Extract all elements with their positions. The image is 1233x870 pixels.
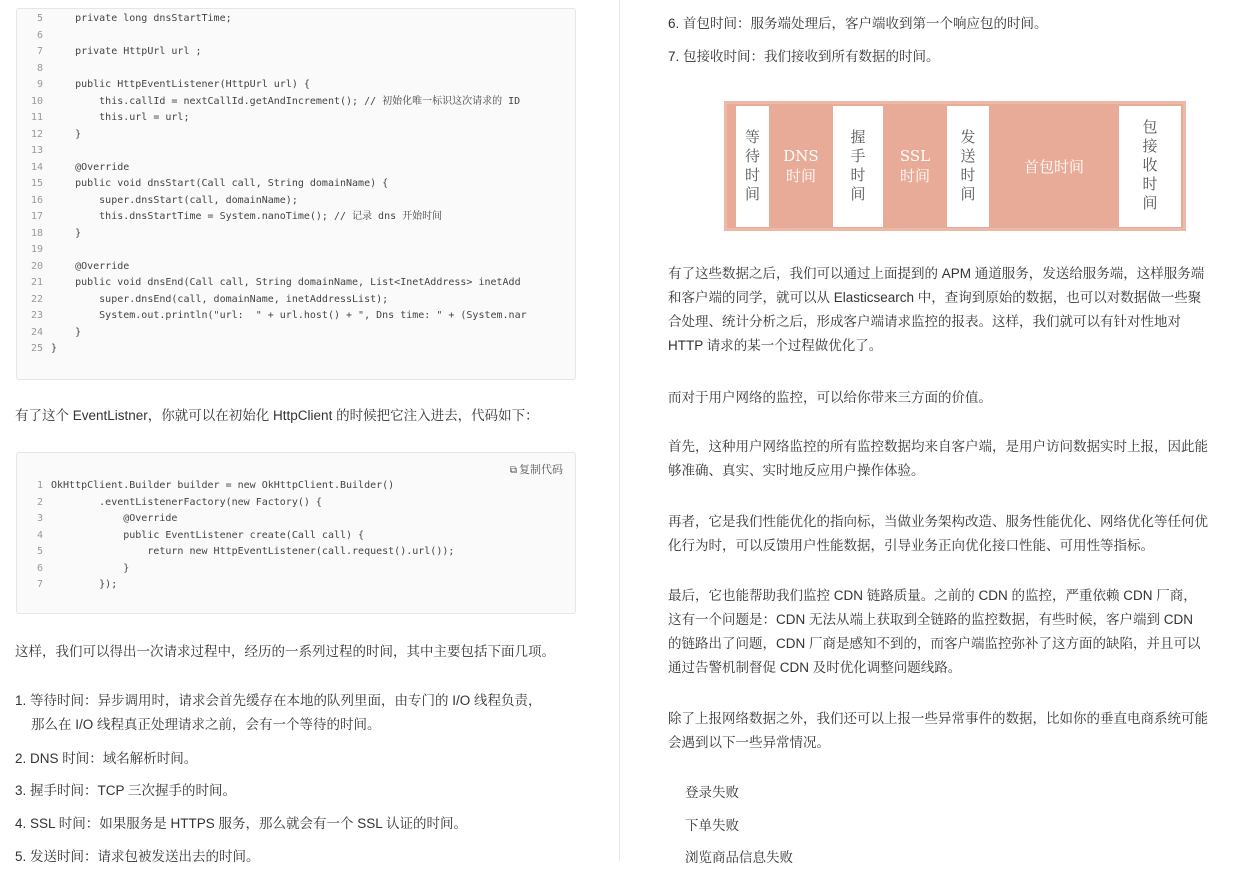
line-number: 17 <box>30 211 43 222</box>
code-text: } <box>51 128 82 140</box>
paragraph-line: 和客户端的同学，就可以从 Elasticsearch 中，查询到原始的数据，也可以对数据做一些聚 <box>668 290 1202 305</box>
code-line <box>17 325 575 342</box>
code-text: super.dnsStart(call, domainName); <box>51 194 298 206</box>
paragraph-line: 再者，它是我们性能优化的指向标，当做业务架构改造、服务性能优化、网络优化等任何优 <box>668 514 1208 529</box>
line-number: 12 <box>30 128 43 140</box>
paragraph-line: 首先，这种用户网络监控的所有监控数据均来自客户端，是用户访问数据实时上报，因此能 <box>668 439 1208 454</box>
paragraph-line: 最后，它也能帮助我们监控 CDN 链路质量。之前的 CDN 的监控，严重依赖 CDN 厂商， <box>668 588 1197 603</box>
line-number: 7 <box>36 579 43 590</box>
line-number: 21 <box>30 277 43 288</box>
list-item-ssl: 4. SSL 时间：如果服务是 HTTPS 服务，那么就会有一个 SSL 认证的时间。 <box>15 816 468 831</box>
code-text: return new HttpEventListener(call.request().url()); <box>51 546 455 557</box>
code-text: } <box>51 326 82 338</box>
paragraph-line: 的链路出了问题，CDN 厂商是感知不到的，而客户端监控弥补了这方面的缺陷，并且可以 <box>668 636 1201 651</box>
code-text: } <box>51 227 82 239</box>
copy-code-label: 复制代码 <box>519 464 563 476</box>
code-line <box>17 341 575 358</box>
list-item-text: 1. 等待时间：异步调用时，请求会首先缓存在本地的队列里面，由专门的 I/O 线程负责， <box>15 693 542 708</box>
code-text: }); <box>51 579 118 590</box>
code-line <box>17 176 575 193</box>
paragraph-apm <box>668 262 1233 358</box>
code-lines <box>17 478 575 594</box>
line-number: 3 <box>36 513 43 524</box>
line-number: 24 <box>30 326 43 338</box>
list-item-wait <box>15 689 595 737</box>
line-number: 16 <box>30 194 43 206</box>
code-text: this.url = url; <box>51 112 190 123</box>
code-text: @Override <box>51 260 130 272</box>
segment-send <box>947 106 989 227</box>
paragraph-cdn <box>668 584 1233 680</box>
line-number: 6 <box>36 562 43 574</box>
code-lines <box>17 11 575 358</box>
code-text: public EventListener create(Call call) { <box>51 529 365 541</box>
line-number: 9 <box>36 79 43 90</box>
code-text: } <box>51 343 58 354</box>
timing-diagram <box>724 101 1186 231</box>
paragraph-summary: 这样，我们可以得出一次请求过程中，经历的一系列过程的时间，其中主要包括下面几项。 <box>15 644 555 659</box>
line-number: 5 <box>36 546 43 557</box>
code-line <box>17 11 575 28</box>
list-item-send: 5. 发送时间：请求包被发送出去的时间。 <box>15 849 260 864</box>
code-line <box>17 544 575 561</box>
code-text: } <box>51 562 130 574</box>
line-number: 15 <box>30 178 43 189</box>
paragraph-line: 而对于用户网络的监控，可以给你带来三方面的价值。 <box>668 390 992 405</box>
paragraph-value <box>668 386 1233 410</box>
code-line <box>17 110 575 127</box>
code-text: super.dnsEnd(call, domainName, inetAddressList); <box>51 293 389 305</box>
right-column <box>640 0 1233 865</box>
code-text: public void dnsEnd(Call call, String domainName, List<InetAddress> inetAdd <box>51 277 521 288</box>
segment-label: SSL 时间 <box>899 147 931 185</box>
code-line <box>17 528 575 545</box>
paragraph-first <box>668 435 1233 483</box>
code-line <box>17 308 575 325</box>
paragraph-line: 够准确、真实、实时地反应用户操作体验。 <box>668 463 925 478</box>
paragraph-line: 会遇到以下一些异常情况。 <box>668 735 830 750</box>
segment-first-packet <box>989 106 1119 227</box>
paragraph-second <box>668 510 1233 558</box>
line-number: 11 <box>30 112 43 123</box>
segment-label: 发送时间 <box>958 128 977 205</box>
paragraph-line: 合处理、统计分析之后，形成客户端请求监控的报表。这样，我们就可以有针对性地对 <box>668 314 1181 329</box>
paragraph-line: 这有一个问题是：CDN 无法从端上获取到全链路的监控数据，有些时候，客户端到 CDN <box>668 612 1193 627</box>
code-line <box>17 143 575 160</box>
segment-label: 首包时间 <box>1023 158 1084 176</box>
line-number: 2 <box>36 496 43 508</box>
list-item-text-cont: 那么在 I/O 线程真正处理请求之前，会有一个等待的时间。 <box>31 717 381 732</box>
code-text: .eventListenerFactory(new Factory() { <box>51 496 322 508</box>
code-line <box>17 28 575 45</box>
paragraph-line: HTTP 请求的某一个过程做优化了。 <box>668 338 883 353</box>
line-number: 4 <box>36 529 43 541</box>
code-block-2 <box>16 452 576 614</box>
code-text: OkHttpClient.Builder builder = new OkHttpClient.Builder() <box>51 480 395 491</box>
list-item-receive: 7. 包接收时间：我们接收到所有数据的时间。 <box>668 49 940 64</box>
segment-ssl <box>883 106 947 227</box>
code-line <box>17 242 575 259</box>
left-column <box>0 0 600 864</box>
segment-label: 等待时间 <box>743 128 761 205</box>
segment-label: 握手时间 <box>848 128 867 205</box>
line-number: 1 <box>36 480 43 491</box>
code-line <box>17 511 575 528</box>
code-text: this.callId = nextCallId.getAndIncrement(); // 初始化唯一标识这次请求的 ID <box>51 95 521 107</box>
line-number: 6 <box>36 29 43 41</box>
line-number: 20 <box>30 260 43 272</box>
line-number: 23 <box>30 310 43 321</box>
code-line <box>17 495 575 512</box>
segment-dns <box>769 106 833 227</box>
segment-label: 包接收时间 <box>1140 119 1159 214</box>
paragraph-line: 有了这些数据之后，我们可以通过上面提到的 APM 通道服务，发送给服务端，这样服务端 <box>668 266 1205 281</box>
code-block-1 <box>16 8 576 380</box>
code-text: @Override <box>51 513 178 524</box>
code-line <box>17 226 575 243</box>
code-line <box>17 160 575 177</box>
code-line <box>17 292 575 309</box>
line-number: 18 <box>30 227 43 239</box>
anomaly-login-failed: 登录失败 <box>685 785 739 800</box>
list-item-dns: 2. DNS 时间：域名解析时间。 <box>15 751 198 766</box>
code-line <box>17 275 575 292</box>
paragraph-event-listener: 有了这个 EventListner，你就可以在初始化 HttpClient 的时候把它注入进去，代码如下： <box>15 408 539 423</box>
code-line <box>17 94 575 111</box>
copy-icon: ⧉ <box>509 465 517 476</box>
segment-wait <box>736 106 769 227</box>
line-number: 10 <box>30 95 43 107</box>
code-line <box>17 193 575 210</box>
copy-code-button[interactable] <box>510 461 563 477</box>
anomaly-browse-failed: 浏览商品信息失败 <box>685 850 793 865</box>
line-number: 13 <box>30 145 43 156</box>
anomaly-order-failed: 下单失败 <box>685 818 739 833</box>
segment-handshake <box>833 106 883 227</box>
code-text: this.dnsStartTime = System.nanoTime(); // 记录 dns 开始时间 <box>51 211 443 222</box>
line-number: 7 <box>36 46 43 57</box>
code-line <box>17 44 575 61</box>
code-text: public HttpEventListener(HttpUrl url) { <box>51 79 310 90</box>
line-number: 22 <box>30 293 43 305</box>
code-text: System.out.println("url: " + url.host() + ", Dns time: " + (System.nar <box>51 310 527 321</box>
paragraph-line: 化行为时，可以反馈用户性能数据，引导业务正向优化接口性能、可用性等指标。 <box>668 538 1154 553</box>
segment-label: DNS 时间 <box>783 147 819 185</box>
line-number: 19 <box>30 244 43 255</box>
line-number: 8 <box>36 62 43 74</box>
code-line <box>17 561 575 578</box>
code-line <box>17 77 575 94</box>
code-line <box>17 61 575 78</box>
code-text: private long dnsStartTime; <box>51 13 232 24</box>
code-line <box>17 209 575 226</box>
line-number: 5 <box>36 13 43 24</box>
code-line <box>17 577 575 594</box>
paragraph-anomaly <box>668 707 1233 755</box>
code-text: public void dnsStart(Call call, String domainName) { <box>51 178 389 189</box>
code-text: @Override <box>51 161 130 173</box>
paragraph-line: 通过告警机制督促 CDN 及时优化调整问题线路。 <box>668 660 962 675</box>
code-line <box>17 259 575 276</box>
list-item-handshake: 3. 握手时间：TCP 三次握手的时间。 <box>15 783 237 798</box>
column-divider <box>619 0 620 861</box>
line-number: 25 <box>30 343 43 354</box>
code-text: private HttpUrl url ; <box>51 46 202 57</box>
line-number: 14 <box>30 161 43 173</box>
segment-receive <box>1119 106 1181 227</box>
code-line <box>17 478 575 495</box>
list-item-first-packet: 6. 首包时间：服务端处理后，客户端收到第一个响应包的时间。 <box>668 16 1048 31</box>
code-line <box>17 127 575 144</box>
paragraph-line: 除了上报网络数据之外，我们还可以上报一些异常事件的数据，比如你的垂直电商系统可能 <box>668 711 1208 726</box>
